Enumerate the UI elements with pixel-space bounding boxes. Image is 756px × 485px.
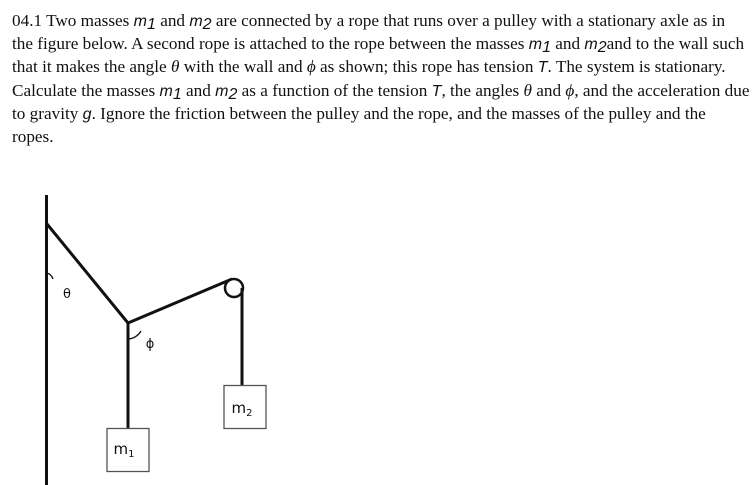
mass-m1-label: $m_1$ <box>113 440 135 460</box>
problem-number: 04.1 <box>12 11 43 30</box>
phi-label: ϕ <box>145 337 155 352</box>
angled-rope <box>47 224 128 323</box>
phi-arc <box>128 331 141 339</box>
pulley <box>225 279 243 297</box>
upper-rope <box>128 279 232 323</box>
theta-label: θ <box>63 287 71 302</box>
problem-text: 04.1 Two masses $m_1$ and $m_2$ are connected by a rope that runs over a pulley with a stationary axle as in the figure below. A second rope is attached to the rope between the masses $m_1$ and $m_2and$ to the wall such that it makes the angle θ with the wall and ϕ as shown; this rope has tension T. The system is stationary. Calculate the masses $m_1$ and $m_2$ as a function of the tension T, the angles θ and ϕ, and the acceleration due to gravity g. Ignore the friction between the pulley and the rope, and the masses of the pulley and the ropes. <box>12 11 750 147</box>
mass-m2-label: $m_2$ <box>231 399 253 419</box>
